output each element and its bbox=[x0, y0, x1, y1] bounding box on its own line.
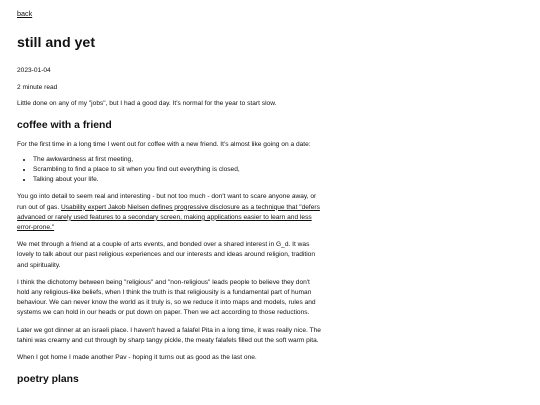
section-heading-coffee: coffee with a friend bbox=[17, 120, 112, 132]
pav-paragraph: When I got home I made another Pav - hoping it turns out as good as the last one. bbox=[17, 354, 257, 362]
page-title: still and yet bbox=[17, 35, 96, 51]
detail-paragraph bbox=[17, 192, 322, 233]
back-link[interactable]: back bbox=[17, 9, 33, 18]
coffee-list bbox=[17, 155, 322, 185]
progressive-disclosure-link[interactable]: Usability expert Jakob Nielsen defines progressive disclosure as a technique that "defers advanced or rarely used features to a secondary screen, making applications easier to learn and less error-prone." bbox=[17, 203, 320, 232]
section-heading-poetry: poetry plans bbox=[17, 374, 79, 386]
intro-paragraph: Little done on any of my "jobs", but I had a good day. It's normal for the year to start slow. bbox=[17, 100, 277, 107]
list-item: • Talking about your life. bbox=[33, 175, 322, 185]
religion-paragraph: I think the dichotomy between being "religious" and "non-religious" leads people to believe they don't hold any religious-like beliefs, when I think the truth is that religiousity is a fundamental part of human behaviour. We can never know the world as it truly is, so we reduce it into maps and models, rules and systems we can hold in our heads or put down on paper. Then we act according to those reductions. bbox=[17, 278, 316, 317]
list-item: • The awkwardness at first meeting, bbox=[33, 155, 322, 165]
met-paragraph: We met through a friend at a couple of arts events, and bonded over a shared interest in G_d. It was lovely to talk about our past religious experiences and our interests and ideas around religion, tradition and spirituality. bbox=[17, 241, 315, 269]
read-time: 2 minute read bbox=[17, 84, 58, 91]
detail-text: You go into detail to seem real and interesting - but not too much - don't want to scare anyone away, or run out of gas. bbox=[17, 193, 317, 211]
post-date: 2023-01-04 bbox=[17, 67, 51, 74]
coffee-lead-paragraph: For the first time in a long time I went out for coffee with a new friend. It's almost like going on a date: bbox=[17, 141, 311, 149]
list-item: • Scrambling to find a place to sit when you find out everything is closed, bbox=[33, 165, 322, 175]
dinner-paragraph: Later we got dinner at an israeli place. I haven't haved a falafel Pita in a long time, it was really nice. The tahini was creamy and cut through by sharp tangy pickle, the meaty falafels filled out the soft warm pita. bbox=[17, 326, 321, 344]
